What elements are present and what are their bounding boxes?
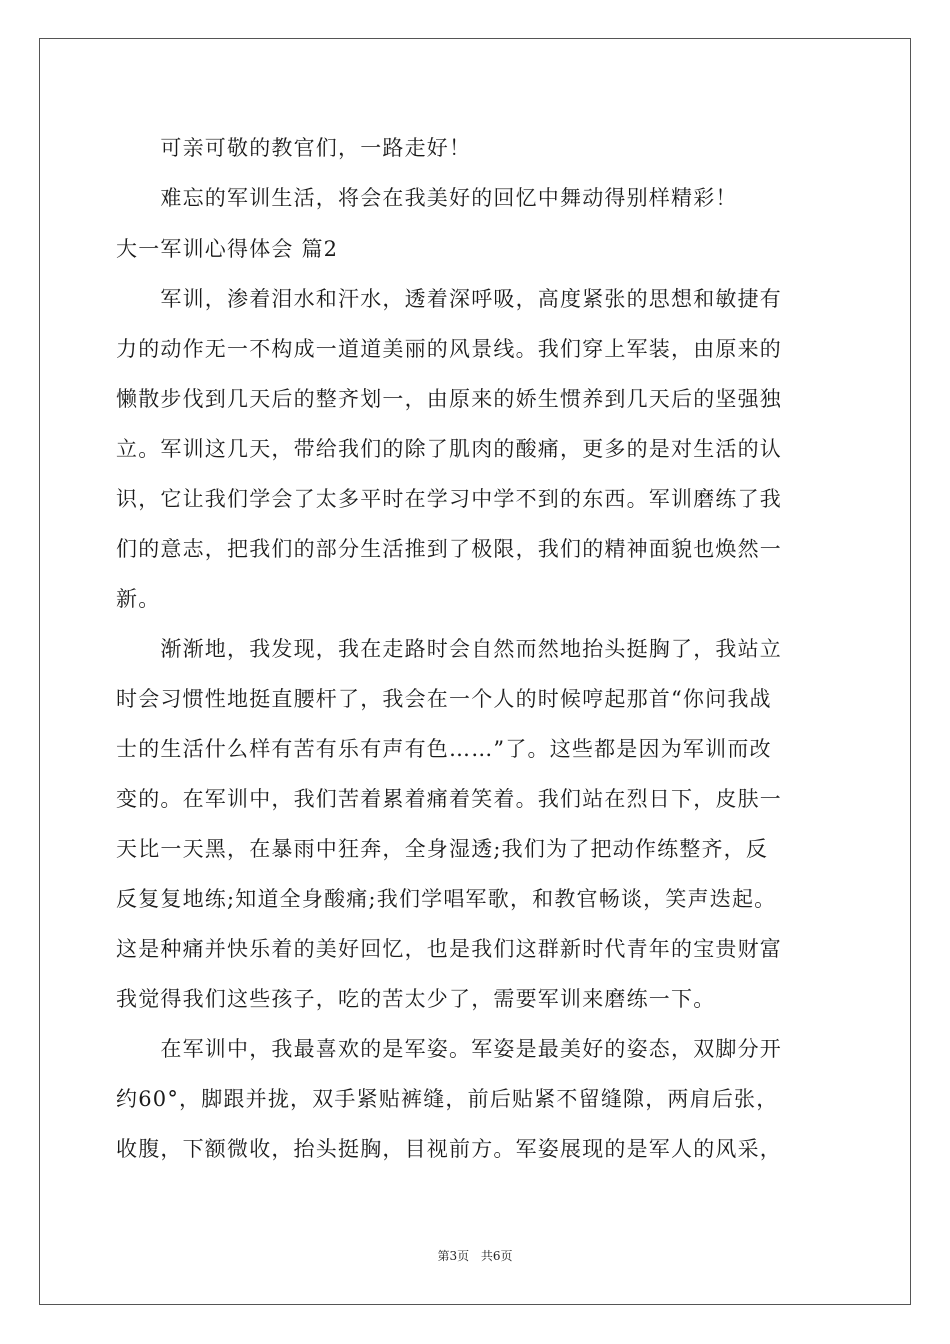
text-line: 时会习惯性地挺直腰杆了，我会在一个人的时候哼起那首“你问我战 (116, 687, 772, 711)
text-line: 渐渐地，我发现，我在走路时会自然而然地抬头挺胸了，我站立 (116, 637, 782, 661)
text-line: 立。军训这几天，带给我们的除了肌肉的酸痛，更多的是对生活的认 (116, 437, 782, 461)
text-line: 难忘的军训生活，将会在我美好的回忆中舞动得别样精彩！ (116, 186, 738, 210)
page-number: 第3页 (437, 1249, 470, 1263)
text-line: 识，它让我们学会了太多平时在学习中学不到的东西。军训磨练了我 (116, 487, 782, 511)
text-line: 我觉得我们这些孩子，吃的苦太少了，需要军训来磨练一下。 (116, 987, 716, 1011)
text-line: 军训，渗着泪水和汗水，透着深呼吸，高度紧张的思想和敏捷有 (116, 287, 782, 311)
text-line: 可亲可敬的教官们，一路走好！ (116, 136, 472, 160)
text-line: 在军训中，我最喜欢的是军姿。军姿是最美好的姿态，双脚分开 (116, 1037, 782, 1061)
text-line: 反复复地练;知道全身酸痛;我们学唱军歌，和教官畅谈，笑声迭起。 (116, 887, 777, 911)
text-line: 们的意志，把我们的部分生活推到了极限，我们的精神面貌也焕然一 (116, 537, 782, 561)
text-line: 懒散步伐到几天后的整齐划一，由原来的娇生惯养到几天后的坚强独 (116, 387, 782, 411)
page-total: 共6页 (480, 1249, 513, 1263)
page-border (39, 38, 911, 1305)
text-line: 新。 (116, 587, 161, 611)
text-line: 约60°，脚跟并拢，双手紧贴裤缝，前后贴紧不留缝隙，两肩后张， (116, 1087, 779, 1111)
text-line: 力的动作无一不构成一道道美丽的风景线。我们穿上军装，由原来的 (116, 337, 782, 361)
text-line: 变的。在军训中，我们苦着累着痛着笑着。我们站在烈日下，皮肤一 (116, 787, 782, 811)
section-heading: 大一军训心得体会 篇2 (116, 237, 339, 261)
text-line: 天比一天黑，在暴雨中狂奔，全身湿透;我们为了把动作练整齐，反 (116, 837, 769, 861)
text-line: 士的生活什么样有苦有乐有声有色……”了。这些都是因为军训而改 (116, 737, 772, 761)
page-footer (0, 1247, 950, 1264)
text-line: 这是种痛并快乐着的美好回忆，也是我们这群新时代青年的宝贵财富 (116, 937, 782, 961)
text-line: 收腹，下额微收，抬头挺胸，目视前方。军姿展现的是军人的风采， (116, 1137, 782, 1161)
